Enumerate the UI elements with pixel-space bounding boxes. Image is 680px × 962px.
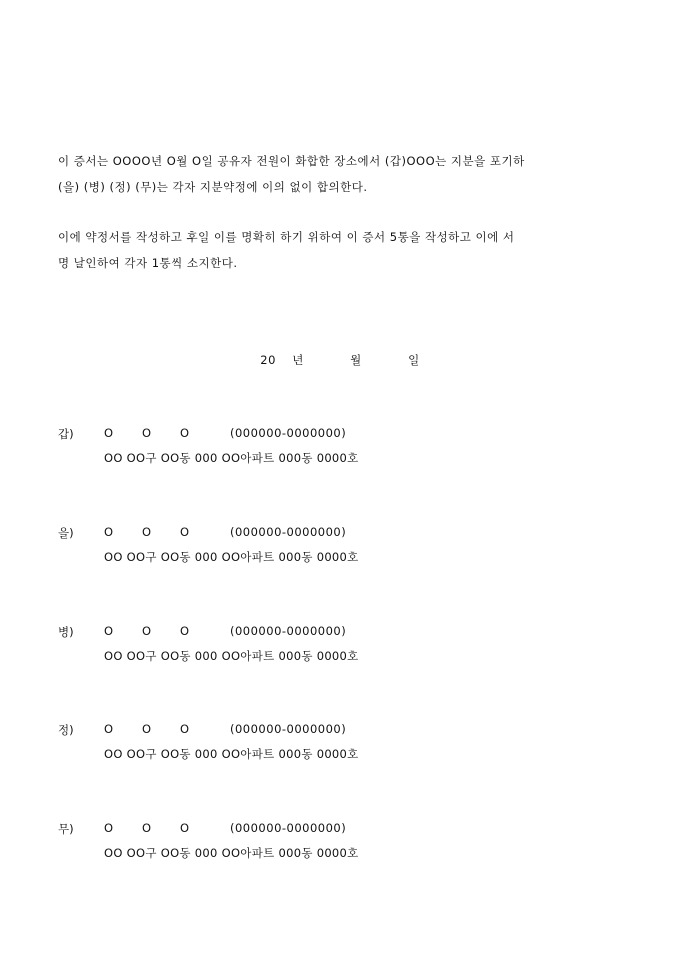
intro-line: (을) (병) (정) (무)는 각자 지분약정에 이의 없이 합의한다. bbox=[58, 180, 368, 194]
intro-line: 이 증서는 OOOO년 O월 O일 공유자 전원이 화합한 장소에서 (갑)OOO는 지분을 포기하 bbox=[58, 154, 525, 168]
party-tag: 갑) bbox=[58, 427, 74, 441]
name-mark: O bbox=[180, 624, 190, 638]
party-tag: 병) bbox=[58, 625, 74, 639]
party-tag: 무) bbox=[58, 822, 74, 836]
party-address: OO OO구 OO동 000 OO아파트 000동 0000호 bbox=[104, 550, 359, 564]
date-month-unit: 월 bbox=[350, 353, 362, 367]
name-mark: O bbox=[104, 722, 114, 736]
party-tag: 을) bbox=[58, 526, 74, 540]
party-tag: 정) bbox=[58, 723, 74, 737]
name-mark: O bbox=[104, 525, 114, 539]
party-block-mu bbox=[58, 821, 618, 869]
party-address: OO OO구 OO동 000 OO아파트 000동 0000호 bbox=[104, 846, 359, 860]
name-mark: O bbox=[180, 525, 190, 539]
id-number: (000000-0000000) bbox=[230, 525, 347, 539]
name-mark: O bbox=[180, 426, 190, 440]
statement-line: 이에 약정서를 작성하고 후일 이를 명확히 하기 위하여 이 증서 5통을 작성하고 이에 서 bbox=[58, 230, 515, 244]
name-mark: O bbox=[104, 624, 114, 638]
party-block-gap bbox=[58, 426, 618, 474]
signing-date bbox=[0, 352, 680, 368]
party-block-jeong bbox=[58, 722, 618, 770]
party-block-byeong bbox=[58, 624, 618, 672]
name-mark: O bbox=[142, 525, 152, 539]
name-mark: O bbox=[104, 426, 114, 440]
party-address: OO OO구 OO동 000 OO아파트 000동 0000호 bbox=[104, 747, 359, 761]
party-address: OO OO구 OO동 000 OO아파트 000동 0000호 bbox=[104, 649, 359, 663]
name-mark: O bbox=[104, 821, 114, 835]
name-mark: O bbox=[142, 821, 152, 835]
party-block-eul bbox=[58, 525, 618, 573]
statement-line: 명 날인하여 각자 1통씩 소지한다. bbox=[58, 256, 238, 270]
id-number: (000000-0000000) bbox=[230, 426, 347, 440]
id-number: (000000-0000000) bbox=[230, 624, 347, 638]
date-day-unit: 일 bbox=[408, 353, 420, 367]
name-mark: O bbox=[142, 624, 152, 638]
id-number: (000000-0000000) bbox=[230, 722, 347, 736]
party-address: OO OO구 OO동 000 OO아파트 000동 0000호 bbox=[104, 451, 359, 465]
date-year-unit: 년 bbox=[292, 353, 304, 367]
name-mark: O bbox=[142, 426, 152, 440]
intro-paragraph bbox=[58, 148, 638, 200]
statement-paragraph bbox=[58, 224, 638, 276]
name-mark: O bbox=[180, 722, 190, 736]
id-number: (000000-0000000) bbox=[230, 821, 347, 835]
name-mark: O bbox=[142, 722, 152, 736]
date-year: 20 bbox=[260, 353, 276, 367]
name-mark: O bbox=[180, 821, 190, 835]
